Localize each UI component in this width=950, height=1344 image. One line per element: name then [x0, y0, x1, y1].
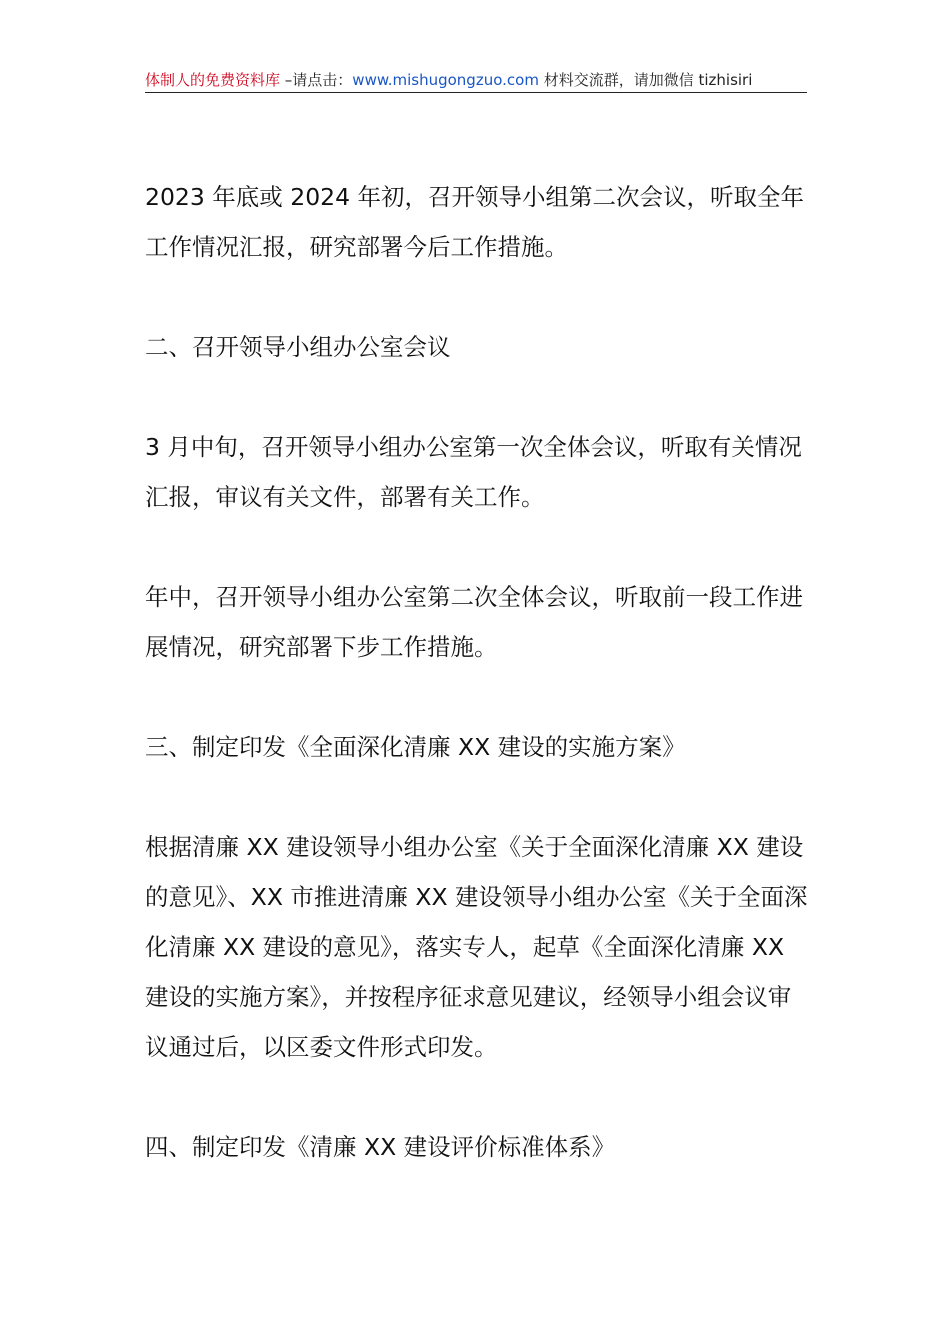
page-header — [145, 70, 807, 93]
paragraph-3: 年中，召开领导小组办公室第二次全体会议，听取前一段工作进展情况，研究部署下步工作措施。 — [145, 583, 803, 661]
section-heading-3: 三、制定印发《全面深化清廉 XX 建设的实施方案》 — [145, 733, 686, 761]
header-tail: 材料交流群，请加微信 tizhisiri — [538, 71, 753, 89]
header-brand: 体制人的免费资料库 — [145, 71, 281, 89]
section-heading-2: 二、召开领导小组办公室会议 — [145, 333, 451, 361]
section-heading-4: 四、制定印发《清廉 XX 建设评价标准体系》 — [145, 1133, 616, 1161]
paragraph-4: 根据清廉 XX 建设领导小组办公室《关于全面深化清廉 XX 建设的意见》、XX 市推进清廉 XX 建设领导小组办公室《关于全面深化清廉 XX 建设的意见》，落实专人，起草《全面深化清廉 XX 建设的实施方案》，并按程序征求意见建议，经领导小组会议审议通过后，以区委文件形式印发。 — [145, 833, 808, 1061]
header-link[interactable]: www.mishugongzuo.com — [352, 71, 539, 89]
header-separator: –请点击： — [280, 71, 353, 89]
paragraph-2: 3 月中旬，召开领导小组办公室第一次全体会议，听取有关情况汇报，审议有关文件，部署有关工作。 — [145, 433, 802, 511]
paragraph-1: 2023 年底或 2024 年初，召开领导小组第二次会议，听取全年工作情况汇报，研究部署今后工作措施。 — [145, 183, 805, 261]
document-body — [145, 172, 810, 1222]
